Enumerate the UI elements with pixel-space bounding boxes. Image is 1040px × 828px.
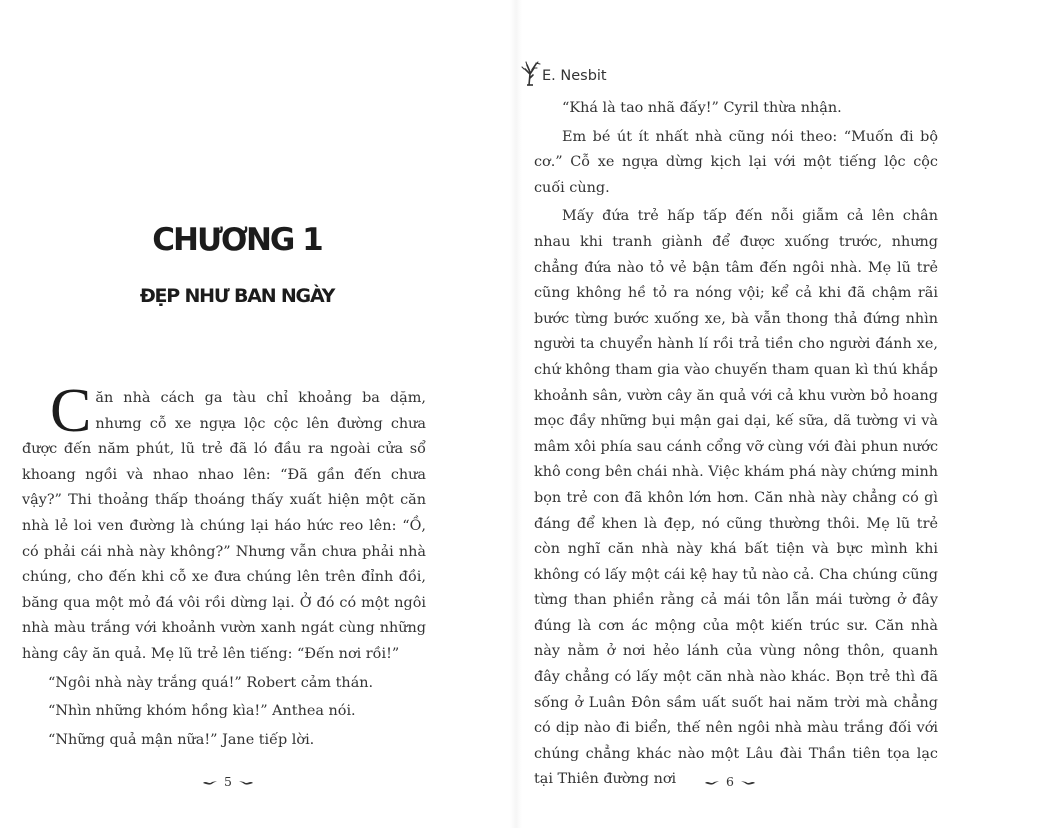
page-number-right (704, 774, 756, 789)
paragraph: Mấy đứa trẻ hấp tấp đến nỗi giẫm cả lên chân nhau khi tranh giành để được xuống trước, nhưng chẳng đứa nào tỏ vẻ bận tâm đến ngôi nhà. Mẹ lũ trẻ cũng không hề tỏ ra nóng vội; kể cả khi đã chậm rãi bước từng bước xuống xe, bà vẫn thong thả đứng nhìn người ta chuyển hành lí rồi trả tiền cho người đánh xe, chứ không tham gia vào chuyến tham quan kì thú khắp khoảnh sân, vườn cây ăn quả với cả khu vườn bỏ hoang mọc đầy những bụi mận gai dại, kế sữa, dã tường vi và mâm xôi phía sau cánh cổng vỡ cùng với đài phun nước khô cong bên chái nhà. Việc khám phá này chứng minh bọn trẻ con đã khôn lớn hơn. Căn nhà này chẳng có gì đáng để khen là đẹp, nó cũng thường thôi. Mẹ lũ trẻ còn nghĩ căn nhà này khá bất tiện và bực mình khi không có lấy một cái kệ hay tủ nào cả. Cha chúng cũng từng than phiền rằng cả mái tôn lẫn mái tường ở đây đúng là cơn ác mộng của một kiến trúc sư. Căn nhà này nằm ở nơi hẻo lánh của vùng nông thôn, quanh đây chẳng có lấy một căn nhà nào khác. Bọn trẻ thì đã sống ở Luân Đôn sầm uất suốt hai năm trời mà chẳng có dịp nào đi biển, thế nên ngôi nhà màu trắng đối với chúng chẳng khác nào một Lâu đài Thần tiên tọa lạc tại Thiên đường nơi (534, 208, 938, 788)
author-name: E. Nesbit (542, 68, 607, 84)
page-number-text: 5 (224, 774, 232, 789)
left-page (0, 0, 510, 828)
dialogue-line: “Những quả mận nữa!” Jane tiếp lời. (48, 731, 315, 748)
bird-ornament-icon (202, 778, 218, 786)
paragraph: Em bé út ít nhất nhà cũng nói theo: “Muốn đi bộ cơ.” Cỗ xe ngựa dừng kịch lại với một tiếng lộc cộc cuối cùng. (534, 128, 938, 196)
page-number-left (202, 774, 254, 789)
bird-ornament-icon (740, 778, 756, 786)
dialogue-block (22, 671, 426, 754)
opening-paragraph-text: ăn nhà cách ga tàu chỉ khoảng ba dặm, nhưng cỗ xe ngựa lộc cộc lên đường chưa được đến năm phút, lũ trẻ đã ló đầu ra ngoài cửa sổ khoang ngồi và nhao nhao lên: “Đã gần đến chưa vậy?” Thi thoảng thấp thoáng thấy xuất hiện một căn nhà lẻ loi ven đường là chúng lại háo hức reo lên: “Ồ, có phải cái nhà này không?” Nhưng vẫn chưa phải nhà chúng, cho đến khi cỗ xe đưa chúng lên trên đỉnh đồi, băng qua một mỏ đá vôi rồi dừng lại. Ở đó có một ngôi nhà màu trắng với khoảnh vườn xanh ngát cùng những hàng cây ăn quả. Mẹ lũ trẻ lên tiếng: “Đến nơi rồi!” (22, 390, 426, 662)
chapter-title: CHƯƠNG 1 (152, 222, 322, 258)
tree-icon (520, 60, 542, 86)
opening-paragraph (22, 377, 426, 668)
bird-ornament-icon (704, 778, 720, 786)
dialogue-line: “Ngôi nhà này trắng quá!” Robert cảm thán. (48, 674, 374, 691)
bird-ornament-icon (238, 778, 254, 786)
left-body-text (22, 377, 426, 753)
dialogue-line: “Nhìn những khóm hồng kìa!” Anthea nói. (48, 703, 356, 720)
chapter-subtitle: ĐẸP NHƯ BAN NGÀY (139, 285, 335, 307)
running-header (520, 56, 607, 86)
page-number-text: 6 (726, 774, 734, 789)
right-page (520, 0, 1040, 828)
right-body-text (534, 96, 938, 793)
paragraph: “Khá là tao nhã đấy!” Cyril thừa nhận. (562, 100, 842, 116)
drop-cap: C (50, 377, 92, 445)
